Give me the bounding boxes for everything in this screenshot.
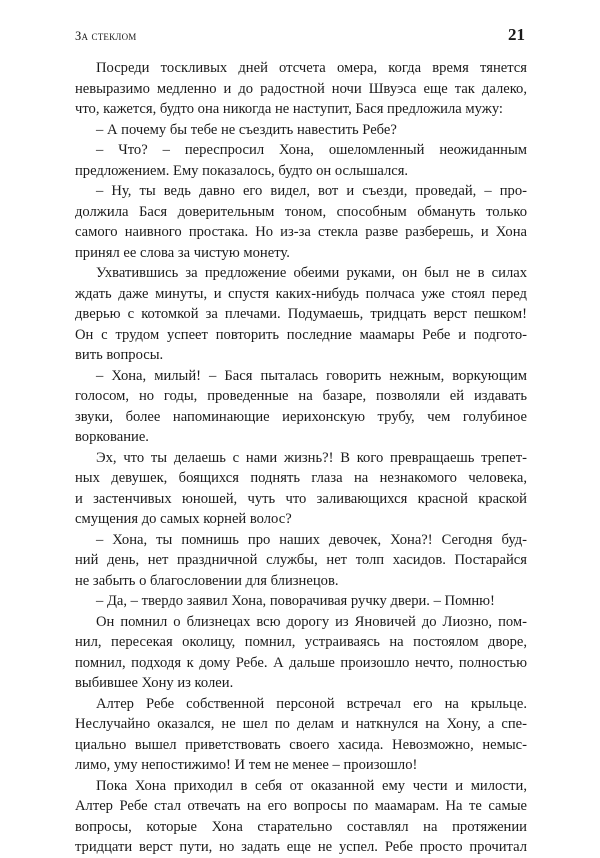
- text-line: вить вопросы.: [75, 347, 164, 363]
- paragraph: [75, 58, 527, 120]
- paragraph: [75, 591, 527, 612]
- text-line: нил, пересекая околицу, помнил, устраиваясь на постоялом дворе,: [75, 634, 527, 650]
- paragraph: [75, 140, 527, 181]
- text-line: Он с трудом успеет повторить последние маамары Ребе и подгото-: [75, 326, 527, 343]
- text-line: ждать даже минуты, и спустя каких-нибудь полчаса уже стоял перед: [75, 285, 527, 302]
- text-line: Эх, что ты делаешь с нами жизнь?! В кого превращаешь трепет-: [96, 449, 527, 466]
- text-line: лимо, уму непостижимо! И тем не менее – произошло!: [75, 757, 418, 773]
- text-line: принял ее слова за чистую монету.: [75, 244, 290, 261]
- text-line: Он помнил о близнецах всю дорогу из Яновичей до Лиозно, пом-: [96, 613, 527, 630]
- paragraph: [75, 181, 527, 263]
- paragraph: [75, 448, 527, 530]
- text-line: дверью с котомкой за плечами. Подумаешь, тридцать верст пешком!: [75, 306, 527, 322]
- text-line: Алтер Ребе стал отвечать на его вопросы по маамарам. На те самые: [75, 798, 527, 814]
- text-line: голосом, но годы, проведенные на базаре, позволяли ей издавать: [75, 388, 527, 404]
- text-line: – Ну, ты ведь давно его видел, вот и съезди, проведай, – про-: [96, 183, 527, 199]
- text-line: Ухватившись за предложение обеими руками, он был не в силах: [96, 265, 527, 281]
- text-line: Алтер Ребе собственной персоной встречал его на крыльце.: [96, 695, 527, 712]
- text-line: Посреди тоскливых дней отсчета омера, когда время тянется: [96, 60, 527, 76]
- text-line: и застенчивых юношей, чуть что заливающихся красной краской: [75, 490, 527, 507]
- text-line: – Да, – твердо заявил Хона, поворачивая ручку двери. – Помню!: [96, 593, 495, 609]
- text-line: циально вышел приветствовать своего хасида. Невозможно, немыс-: [75, 736, 527, 753]
- text-line: предложением. Ему показалось, будто он ослышался.: [75, 162, 409, 179]
- text-line: не забыть о благословении для близнецов.: [75, 572, 339, 589]
- paragraph: [75, 263, 527, 366]
- text-line: самого наивного простака. Но из-за стекла разве разберешь, и Хона: [75, 224, 527, 240]
- paragraph: [75, 120, 527, 141]
- running-head: За стеклом: [75, 29, 137, 43]
- paragraph: [75, 776, 527, 858]
- page-header: [75, 25, 525, 51]
- paragraph: [75, 694, 527, 776]
- text-line: – Хона, ты помнишь про наших девочек, Хона?! Сегодня буд-: [96, 531, 527, 548]
- text-line: вопросы, которые Хона старательно составлял на протяжении: [75, 818, 527, 835]
- text-line: должила Бася доверительным тоном, способным обмануть только: [75, 203, 527, 220]
- text-line: невыразимо медленно и до радостной ночи Швуэса еще так далеко,: [75, 80, 527, 97]
- text-line: – А почему бы тебе не съездить навестить Ребе?: [96, 121, 397, 138]
- paragraph: [75, 366, 527, 448]
- body-text: [75, 58, 527, 858]
- text-line: – Что? – переспросил Хона, ошеломленный неожиданным: [96, 142, 527, 158]
- text-line: что, кажется, будто она никогда не наступит, Бася предложила мужу:: [75, 101, 503, 117]
- text-line: ных девушек, боящихся поднять глаза на незнакомого человека,: [75, 470, 527, 486]
- text-line: Пока Хона приходил в себя от оказанной ему чести и милости,: [96, 777, 527, 794]
- text-line: – Хона, милый! – Бася пыталась говорить нежным, воркующим: [96, 367, 527, 384]
- text-line: воркование.: [75, 429, 149, 445]
- text-line: тридцати верст пути, но задать еще не успел. Ребе просто прочитал: [75, 839, 527, 855]
- text-line: смущения до самых корней волос?: [75, 511, 292, 527]
- text-line: ний день, нет праздничной службы, нет толп хасидов. Постарайся: [75, 552, 527, 568]
- page-number: 21: [508, 25, 525, 44]
- paragraph: [75, 530, 527, 592]
- text-line: звуки, более напоминающие иерихонскую трубу, чем голубиное: [75, 408, 527, 425]
- paragraph: [75, 612, 527, 694]
- text-line: выбившее Хону из колеи.: [75, 675, 234, 691]
- text-line: Неслучайно оказался, не шел по делам и наткнулся на Хону, а спе-: [75, 716, 527, 732]
- text-line: помнил, подходя к дому Ребе. А дальше произошло нечто, полностью: [75, 654, 527, 671]
